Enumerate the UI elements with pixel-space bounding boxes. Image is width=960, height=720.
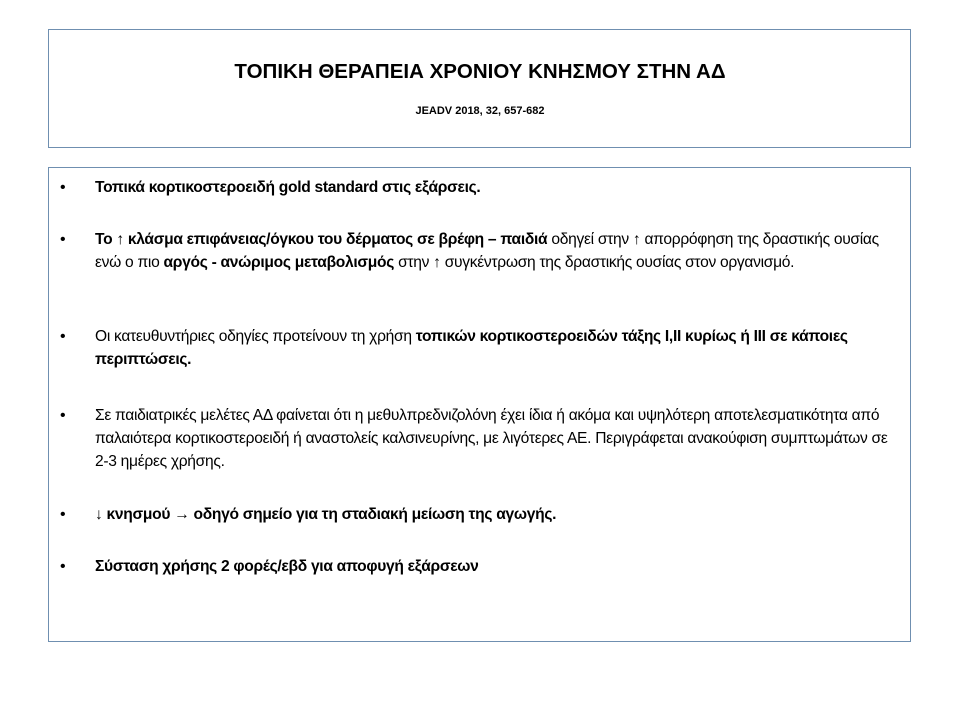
bullet-marker: • — [60, 328, 66, 345]
bullet-2-bold-b: αργός - ανώριμος μεταβολισμός — [163, 254, 395, 271]
title-box — [48, 29, 911, 148]
bullet-3-bold: τοπικών κορτικοστεροειδών τάξης I,II κυρίως ή III σε κάποιες περιπτώσεις. — [95, 328, 848, 368]
bullet-marker: • — [60, 506, 66, 523]
bullet-3-text: Οι κατευθυντήριες οδηγίες προτείνουν τη χρήση — [95, 328, 416, 345]
bullet-item-6 — [95, 555, 903, 578]
bullet-6-bold: Σύσταση χρήσης 2 φορές/εβδ για αποφυγή εξάρσεων — [95, 558, 479, 575]
bullet-marker: • — [60, 407, 66, 424]
bullet-item-1 — [95, 176, 903, 199]
bullet-1-bold: Τοπικά κορτικοστεροειδή gold standard στις εξάρσεις. — [95, 179, 481, 196]
bullet-2-bold-a: Το ↑ κλάσμα επιφάνειας/όγκου του δέρματος σε βρέφη – παιδιά — [95, 231, 548, 248]
bullet-marker: • — [60, 231, 66, 248]
bullet-item-4 — [95, 404, 903, 473]
bullet-item-3 — [95, 325, 903, 371]
citation: JEADV 2018, 32, 657-682 — [415, 105, 545, 117]
bullet-4-text: Σε παιδιατρικές μελέτες ΑΔ φαίνεται ότι η μεθυλπρεδνιζολόνη έχει ίδια ή ακόμα και υψηλότερη αποτελεσματικότητα από παλαιότερα κορτικοστεροειδή ή αναστολείς καλσινευρίνης, με λιγότερες ΑΕ. Περιγράφεται ανακούφιση συμπτωμάτων σε 2-3 ημέρες χρήσης. — [95, 407, 888, 470]
bullet-item-5 — [95, 503, 903, 526]
slide-title: ΤΟΠΙΚΗ ΘΕΡΑΠΕΙΑ ΧΡΟΝΙΟΥ ΚΝΗΣΜΟΥ ΣΤΗΝ ΑΔ — [234, 60, 726, 83]
bullet-2-text-a: οδηγεί στην ↑ απορρόφηση της δραστικής ουσίας ενώ ο πιο — [95, 231, 879, 271]
bullet-2-text-b: στην ↑ συγκέντρωση της δραστικής ουσίας στον οργανισμό. — [394, 254, 795, 271]
bullet-marker: • — [60, 179, 66, 196]
bullet-marker: • — [60, 558, 66, 575]
bullet-5-bold: ↓ κνησμού → οδηγό σημείο για τη σταδιακή μείωση της αγωγής. — [95, 506, 557, 523]
bullet-item-2 — [95, 228, 903, 274]
